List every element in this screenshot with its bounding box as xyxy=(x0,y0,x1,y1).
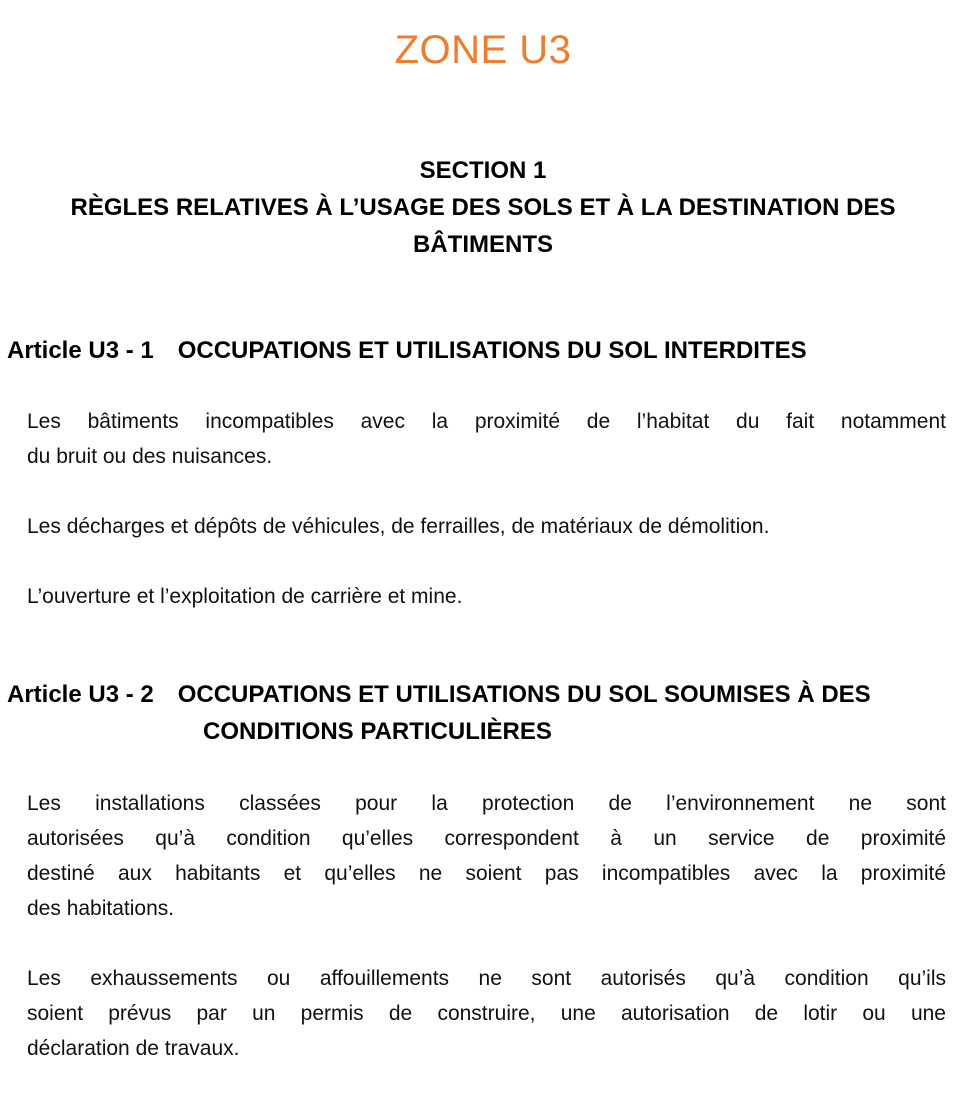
article-2-heading-line-1 xyxy=(0,676,966,713)
section-number: SECTION 1 xyxy=(419,157,547,184)
zone-title: ZONE U3 xyxy=(394,28,572,72)
article-2-heading xyxy=(0,676,966,750)
paragraph xyxy=(0,579,966,614)
article-1-title: OCCUPATIONS ET UTILISATIONS DU SOL INTERDITES xyxy=(177,337,807,364)
section-heading xyxy=(0,152,966,263)
paragraph xyxy=(0,509,966,544)
text-line: L’ouverture et l’exploitation de carrière et mine. xyxy=(27,585,463,608)
text-line: Les exhaussements ou affouillements ne sont autorisés qu’à condition qu’ils xyxy=(27,967,946,990)
text-line: Les bâtiments incompatibles avec la proximité de l’habitat du fait notamment xyxy=(27,410,946,433)
article-2-label: Article U3 - 2 xyxy=(7,681,154,708)
article-1-heading-line xyxy=(0,332,966,369)
text-line: des habitations. xyxy=(27,897,175,920)
article-1-label: Article U3 - 1 xyxy=(7,337,154,364)
article-2-title-line-1: OCCUPATIONS ET UTILISATIONS DU SOL SOUMISES À DES xyxy=(177,681,871,708)
document-page xyxy=(0,26,966,1120)
text-line: Les décharges et dépôts de véhicules, de ferrailles, de matériaux de démolition. xyxy=(27,515,770,538)
article-u3-2 xyxy=(0,676,966,1066)
text-line: déclaration de travaux. xyxy=(27,1037,240,1060)
paragraph xyxy=(0,786,966,926)
paragraph xyxy=(0,404,966,474)
article-u3-1 xyxy=(0,332,966,614)
text-line: soient prévus par un permis de construire, une autorisation de lotir ou une xyxy=(27,1002,946,1025)
paragraph xyxy=(0,961,966,1066)
text-line: autorisées qu’à condition qu’elles correspondent à un service de proximité xyxy=(27,827,946,850)
article-2-title-line-2: CONDITIONS PARTICULIÈRES xyxy=(203,718,552,745)
section-title: RÈGLES RELATIVES À L’USAGE DES SOLS ET À LA DESTINATION DES BÂTIMENTS xyxy=(70,194,896,258)
text-line: Les installations classées pour la protection de l’environnement ne sont xyxy=(27,792,946,815)
text-line: destiné aux habitants et qu’elles ne soient pas incompatibles avec la proximité xyxy=(27,862,946,885)
article-1-heading xyxy=(0,332,966,369)
text-line: du bruit ou des nuisances. xyxy=(27,445,273,468)
